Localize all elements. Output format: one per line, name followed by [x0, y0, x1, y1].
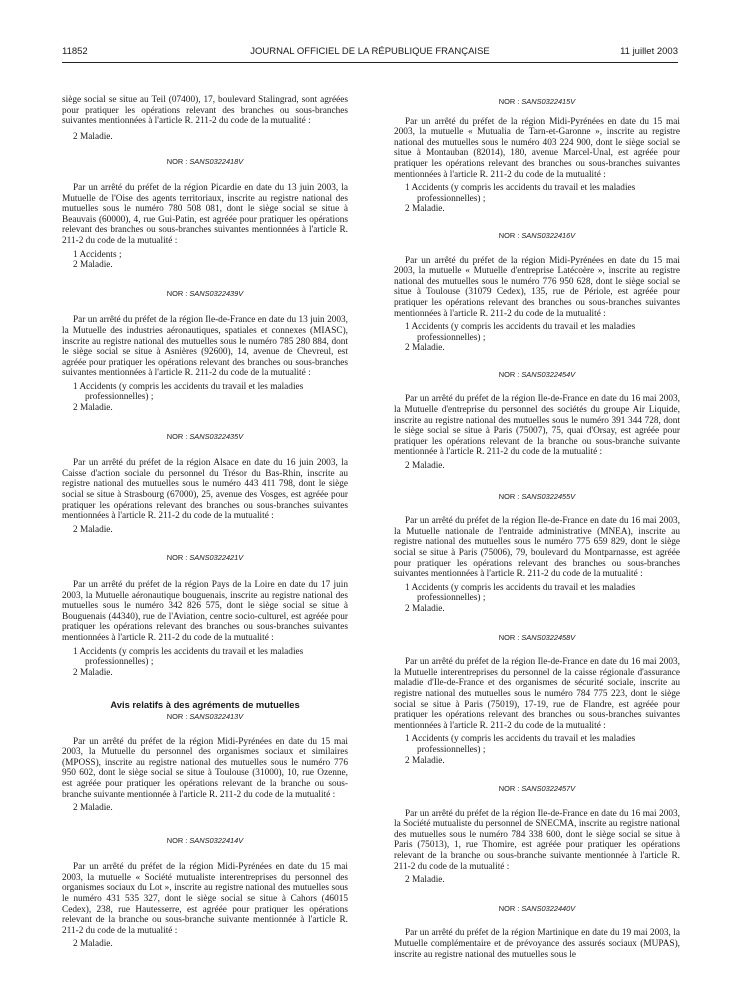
branch-item: 2 Maladie.: [73, 260, 113, 271]
nor-reference: NOR : SANS0322439V: [166, 288, 244, 298]
branch-item: 1 Accidents (y compris les accidents du travail et les maladies professionnelles) ;: [405, 734, 636, 755]
branch-item: 2 Maladie.: [73, 524, 113, 535]
decree-paragraph: Par un arrêté du préfet de la région Ile-de-France en date du 16 mai 2003, la Société mutualiste du personnel de SNECMA, inscrite au registre national des mutuelles sous le numéro 784 338 600, dont le siège social se situe à Paris (75013), 1, rue Thomire, est agréée pour pratiquer les opérations relevant de la branche ou sous-branche suivante mentionnée à l'article R. 211-2 du code de la mutualité :: [394, 808, 680, 872]
decree-paragraph: Par un arrêté du préfet de la région Ile-de-France en date du 16 mai 2003, la Mutuelle d'entreprise du personnel des sociétés du groupe Air Liquide, inscrite au registre national des mutuelles sous le numéro 391 344 728, dont le siège social se situe à Paris (75007), 75, quai d'Orsay, est agréée pour pratiquer les opérations relevant de la branche ou sous-branche suivante mentionnée à l'article R. 211-2 du code de la mutualité :: [394, 394, 680, 458]
branch-item: 2 Maladie.: [73, 939, 113, 950]
branch-item: 2 Maladie.: [73, 403, 113, 414]
branch-item: 2 Maladie.: [73, 131, 113, 142]
nor-reference: NOR : SANS0322440V: [498, 903, 576, 913]
section-title: Avis relatifs à des agréments de mutuelles: [110, 699, 300, 711]
decree-paragraph: Par un arrêté du préfet de la région Midi-Pyrénées en date du 15 mai 2003, la mutuelle « Société mutualiste interentreprises du personnel des organismes sociaux du Lot », inscrite au registre national des mutuelles sous le numéro 431 535 327, dont le siège social se situe à Cahors (46015 Cedex), 238, rue Hautesserre, est agréée pour pratiquer les opérations relevant de la branche ou sous-branche suivante mentionnée à l'article R. 211-2 du code de la mutualité :: [62, 862, 348, 936]
nor-reference: NOR : SANS0322416V: [498, 230, 576, 240]
nor-reference: NOR : SANS0322415V: [498, 97, 576, 106]
nor-reference: NOR : SANS0322421V: [166, 553, 244, 563]
branch-item: 2 Maladie.: [73, 667, 113, 678]
decree-paragraph: Par un arrêté du préfet de la région Midi-Pyrénées en date du 15 mai 2003, la mutuelle « Mutualia de Tarn-et-Garonne », inscrite au registre national des mutuelles sous le numéro 403 224 900, dont le siège social se situe à Montauban (82014), 180, avenue Marcel-Unal, est agréée pour pratiquer les opérations relevant des branches ou sous-branches suivantes mentionnées à l'article R. 211-2 du code de la mutualité :: [394, 116, 680, 180]
left-column: [62, 95, 348, 950]
decree-paragraph: Par un arrêté du préfet de la région Midi-Pyrénées en date du 15 mai 2003, la Mutuelle du personnel des organismes sociaux et similaires (MPOSS), inscrite au registre national des mutuelles sous le numéro 776 950 602, dont le siège social se situe à Toulouse (31000), 10, rue Ozenne, est agréée pour pratiquer les opérations relevant de la branche ou sous-branche suivante mentionnée à l'article R. 211-2 du code de la mutualité :: [62, 736, 348, 800]
branch-item: 2 Maladie.: [405, 343, 445, 354]
decree-paragraph: Par un arrêté du préfet de la région Ile-de-France en date du 16 mai 2003, la Mutuelle nationale de l'entraide administrative (MNEA), inscrite au registre national des mutuelles sous le numéro 775 659 829, dont le siège social se situe à Paris (75006), 79, boulevard du Montparnasse, est agréée pour pratiquer les opérations relevant des branches ou sous-branches suivantes mentionnées à l'article R. 211-2 du code de la mutualité :: [394, 516, 680, 580]
branch-item: 1 Accidents (y compris les accidents du travail et les maladies professionnelles) ;: [73, 646, 304, 668]
branch-item: 2 Maladie.: [73, 803, 113, 814]
branch-item: 1 Accidents (y compris les accidents du travail et les maladies professionnelles) ;: [405, 582, 636, 604]
journal-title: JOURNAL OFFICIEL DE LA RÉPUBLIQUE FRANÇAISE: [250, 46, 490, 57]
nor-reference: NOR : SANS0322418V: [166, 157, 244, 167]
nor-reference: NOR : SANS0322455V: [498, 491, 576, 501]
nor-reference: NOR : SANS0322414V: [166, 835, 244, 845]
right-column: [394, 97, 680, 960]
branch-item: 1 Accidents (y compris les accidents du travail et les maladies professionnelles) ;: [73, 381, 304, 403]
branch-item: 1 Accidents (y compris les accidents du travail et les maladies professionnelles) ;: [405, 322, 636, 343]
page-header: [62, 46, 678, 60]
decree-paragraph: Par un arrêté du préfet de la région Alsace en date du 16 juin 2003, la Caisse d'action sociale du personnel du Trésor du Bas-Rhin, inscrite au registre national des mutuelles sous le numéro 443 411 798, dont le siège social se situe à Strasbourg (67000), 25, avenue des Vosges, est agréée pour pratiquer les opérations relevant des branches ou sous-branches suivantes mentionnées à l'article R. 211-2 du code de la mutualité :: [62, 458, 348, 522]
header-rule: [62, 62, 678, 63]
nor-reference: NOR : SANS0322454V: [498, 369, 576, 379]
branch-item: 1 Accidents ;: [73, 249, 122, 260]
branch-item: 2 Maladie.: [405, 603, 445, 614]
nor-reference: NOR : SANS0322458V: [498, 632, 576, 642]
decree-paragraph: Par un arrêté du préfet de la région Ile-de-France en date du 13 juin 2003, la Mutuelle des industries aéronautiques, spatiales et connexes (MIASC), inscrite au registre national des mutuelles sous le numéro 785 280 884, dont le siège social se situe à Asnières (92600), 14, avenue de Chevreul, est agréée pour pratiquer les opérations relevant des branches ou sous-branches suivantes mentionnées à l'article R. 211-2 du code de la mutualité :: [62, 315, 348, 379]
branch-item: 2 Maladie.: [405, 204, 445, 215]
nor-reference: NOR : SANS0322413V: [166, 711, 244, 721]
branch-item: 1 Accidents (y compris les accidents du travail et les maladies professionnelles) ;: [405, 183, 636, 204]
nor-reference: NOR : SANS0322457V: [498, 784, 576, 794]
decree-paragraph: Par un arrêté du préfet de la région Pays de la Loire en date du 17 juin 2003, la Mutuelle aéronautique bouguenais, inscrite au registre national des mutuelles sous le numéro 342 826 575, dont le siège social se situe à Bouguenais (44340), rue de l'Aviation, centre socio-culturel, est agréée pour pratiquer les opérations relevant des branches ou sous-branches suivantes mentionnées à l'article R. 211-2 du code de la mutualité :: [62, 580, 348, 643]
decree-paragraph: Par un arrêté du préfet de la région Midi-Pyrénées en date du 15 mai 2003, la mutuelle « Mutuelle d'entreprise Latécoère », inscrite au registre national des mutuelles sous le numéro 776 950 628, dont le siège social se situe à Toulouse (31079 Cedex), 135, rue de Périole, est agréée pour pratiquer les opérations relevant des branches ou sous-branches suivantes mentionnées à l'article R. 211-2 du code de la mutualité :: [394, 255, 680, 319]
decree-paragraph: Par un arrêté du préfet de la région Martinique en date du 19 mai 2003, la Mutuelle complémentaire et de prévoyance des assurés sociaux (MUPAS), inscrite au registre national des mutuelles sous le: [394, 928, 680, 960]
branch-item: 2 Maladie.: [405, 461, 445, 472]
page-number: 11852: [62, 46, 88, 57]
branch-item: 2 Maladie.: [405, 875, 445, 886]
decree-paragraph: Par un arrêté du préfet de la région Ile-de-France en date du 16 mai 2003, la Mutuelle interentreprises du personnel de la caisse régionale d'assurance maladie d'Ile-de-France et des organismes de sécurité sociale, inscrite au registre national des mutuelles sous le numéro 784 775 223, dont le siège social se situe à Paris (75019), 17-19, rue de Flandre, est agréée pour pratiquer les opérations relevant des branches ou sous-branches suivantes mentionnées à l'article R. 211-2 du code de la mutualité :: [394, 657, 680, 731]
issue-date: 11 juillet 2003: [620, 46, 678, 57]
nor-reference: NOR : SANS0322435V: [166, 431, 244, 441]
decree-paragraph: Par un arrêté du préfet de la région Picardie en date du 13 juin 2003, la Mutuelle de l'Oise des agents territoriaux, inscrite au registre national des mutuelles sous le numéro 780 508 081, dont le siège social se situe à Beauvais (60000), 4, rue Gui-Patin, est agréée pour pratiquer les opérations relevant des branches ou sous-branches suivantes mentionnées à l'article R. 211-2 du code de la mutualité :: [62, 182, 348, 246]
decree-paragraph: siège social se situe au Teil (07400), 17, boulevard Stalingrad, sont agréées pour pratiquer les opérations relevant des branches ou sous-branches suivantes mentionnées à l'article R. 211-2 du code de la mutualité :: [62, 95, 348, 127]
branch-item: 2 Maladie.: [405, 755, 445, 766]
